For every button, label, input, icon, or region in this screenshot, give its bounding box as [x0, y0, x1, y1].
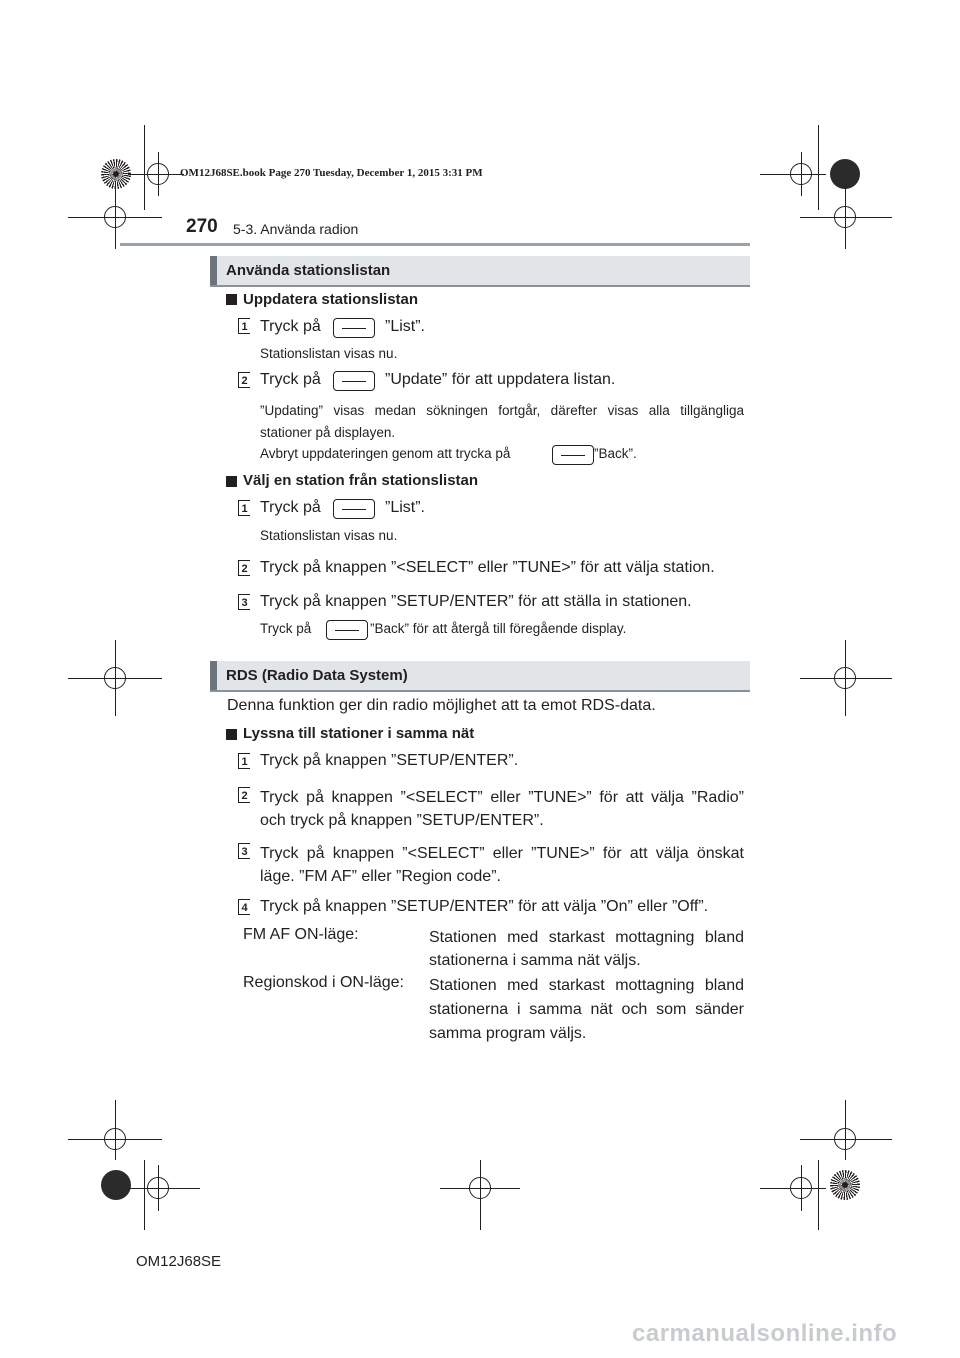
step-number: 1: [238, 318, 250, 334]
definition-term: Regionskod i ON-läge:: [243, 974, 404, 991]
book-stamp: OM12J68SE.book Page 270 Tuesday, December 1, 2015 3:31 PM: [180, 167, 483, 179]
preset-button-icon: [552, 445, 594, 465]
step-text: ”List”.: [385, 499, 425, 516]
step-note: Stationslistan visas nu.: [260, 528, 398, 543]
subheading: Lyssna till stationer i samma nät: [243, 725, 475, 742]
step-text: ”List”.: [385, 318, 425, 335]
step-number: 3: [238, 594, 250, 610]
step-text: Tryck på knappen ”<SELECT” eller ”TUNE>” för att välja station.: [260, 559, 715, 576]
step-text: Tryck på knappen ”SETUP/ENTER”.: [260, 752, 519, 769]
step-text: Tryck på: [260, 371, 321, 388]
step-text: Tryck på: [260, 499, 321, 516]
preset-button-icon: [333, 371, 375, 391]
step-number: 4: [238, 899, 250, 915]
footer-code: OM12J68SE: [136, 1253, 222, 1270]
definition-desc: Stationen med starkast mottagning bland stationerna i samma nät väljs.: [429, 929, 744, 969]
section-header: [210, 661, 750, 691]
page-number: 270: [186, 216, 218, 237]
preset-button-icon: [326, 620, 368, 640]
watermark: carmanualsonline.info: [632, 1320, 898, 1347]
step-text: Tryck på knappen ”<SELECT” eller ”TUNE>” för att välja önskat läge. ”FM AF” eller ”Region code”.: [260, 845, 744, 885]
step-text: Tryck på knappen ”SETUP/ENTER” för att ställa in stationen.: [260, 593, 692, 610]
subheading: Välj en station från stationslistan: [243, 472, 479, 489]
step-number: 2: [238, 787, 250, 803]
step-number: 2: [238, 560, 250, 576]
subheading: Uppdatera stationslistan: [243, 291, 419, 308]
step-text: Tryck på: [260, 318, 321, 335]
header-rule: [120, 243, 750, 246]
step-note: ”Back” för att återgå till föregående display.: [370, 621, 627, 636]
step-number: 2: [238, 372, 250, 388]
step-note: ”Updating” visas medan sökningen fortgår, därefter visas alla tillgängliga stationer på displayen.: [260, 403, 744, 440]
definition-term: FM AF ON-läge:: [243, 926, 359, 943]
section-header: [210, 256, 750, 286]
step-note: Tryck på: [260, 621, 312, 636]
step-note: Avbryt uppdateringen genom att trycka på: [260, 446, 511, 461]
section-title: RDS (Radio Data System): [226, 667, 408, 684]
chapter-title: 5-3. Använda radion: [233, 221, 359, 237]
preset-button-icon: [333, 499, 375, 519]
step-note: ”Back”.: [594, 446, 637, 461]
step-text: Tryck på knappen ”<SELECT” eller ”TUNE>” för att välja ”Radio” och tryck på knappen ”SETUP/ENTER”.: [260, 789, 744, 829]
sunburst-mark-icon: [101, 159, 131, 189]
step-text: Tryck på knappen ”SETUP/ENTER” för att välja ”On” eller ”Off”.: [260, 898, 709, 915]
preset-button-icon: [333, 318, 375, 338]
step-number: 1: [238, 753, 250, 769]
step-note: Stationslistan visas nu.: [260, 346, 398, 361]
definition-desc: Stationen med starkast mottagning bland stationerna i samma nät och som sänder samma program väljs.: [429, 977, 744, 1042]
step-number: 1: [238, 500, 250, 516]
intro-text: Denna funktion ger din radio möjlighet att ta emot RDS-data.: [227, 697, 656, 714]
step-number: 3: [238, 843, 250, 859]
section-title: Använda stationslistan: [226, 262, 391, 279]
step-text: ”Update” för att uppdatera listan.: [385, 371, 616, 388]
